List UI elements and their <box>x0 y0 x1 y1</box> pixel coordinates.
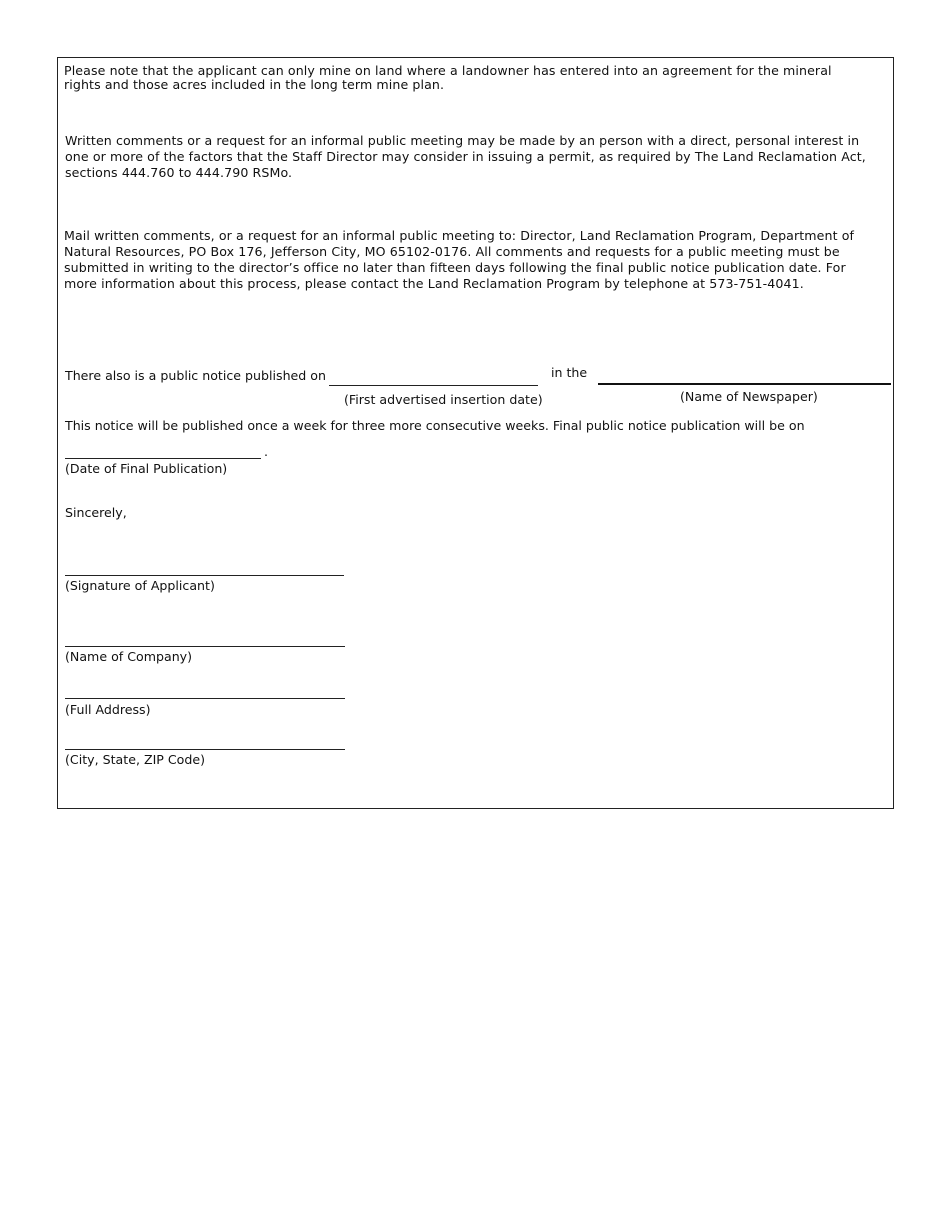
weekly-publication-text: This notice will be published once a week for three more consecutive weeks. Final public notice publication will be on <box>65 418 805 433</box>
full-address-field[interactable] <box>65 698 345 699</box>
address-caption: (Full Address) <box>65 702 151 717</box>
newspaper-name-field[interactable] <box>598 383 891 385</box>
public-notice-intro: There also is a public notice published on <box>65 368 326 383</box>
mineral-rights-paragraph: Please note that the applicant can only mine on land where a landowner has entered into an agreement for the mineral rights and those acres included in the long term mine plan. <box>64 63 832 92</box>
city-caption: (City, State, ZIP Code) <box>65 752 206 767</box>
first-date-caption: (First advertised insertion date) <box>344 392 543 407</box>
final-date-caption: (Date of Final Publication) <box>65 461 228 476</box>
salutation: Sincerely, <box>65 505 127 520</box>
company-name-field[interactable] <box>65 646 345 647</box>
final-date-period: . <box>264 444 269 459</box>
signature-caption: (Signature of Applicant) <box>65 578 215 593</box>
final-publication-date-field[interactable] <box>65 458 261 459</box>
written-comments-paragraph: Written comments or a request for an informal public meeting may be made by an person with a direct, personal interest in one or more of the factors that the Staff Director may consider in issuing a permit, as required by The Land Reclamation Act, sections 444.760 to 444.790 RSMo. <box>65 133 866 180</box>
newspaper-caption: (Name of Newspaper) <box>680 389 818 404</box>
signature-field[interactable] <box>65 575 344 576</box>
first-insertion-date-field[interactable] <box>329 385 538 386</box>
mail-comments-paragraph: Mail written comments, or a request for an informal public meeting to: Director, Land Reclamation Program, Department of Natural Resources, PO Box 176, Jefferson City, MO 65102-0176. All comments and requests for a public meeting must be submitted in writing to the director’s office no later than fifteen days following the final public notice publication date. For more information about this process, please contact the Land Reclamation Program by telephone at 573-751-4041. <box>64 228 855 291</box>
city-state-zip-field[interactable] <box>65 749 345 750</box>
in-the-label: in the <box>551 365 588 380</box>
company-caption: (Name of Company) <box>65 649 193 664</box>
